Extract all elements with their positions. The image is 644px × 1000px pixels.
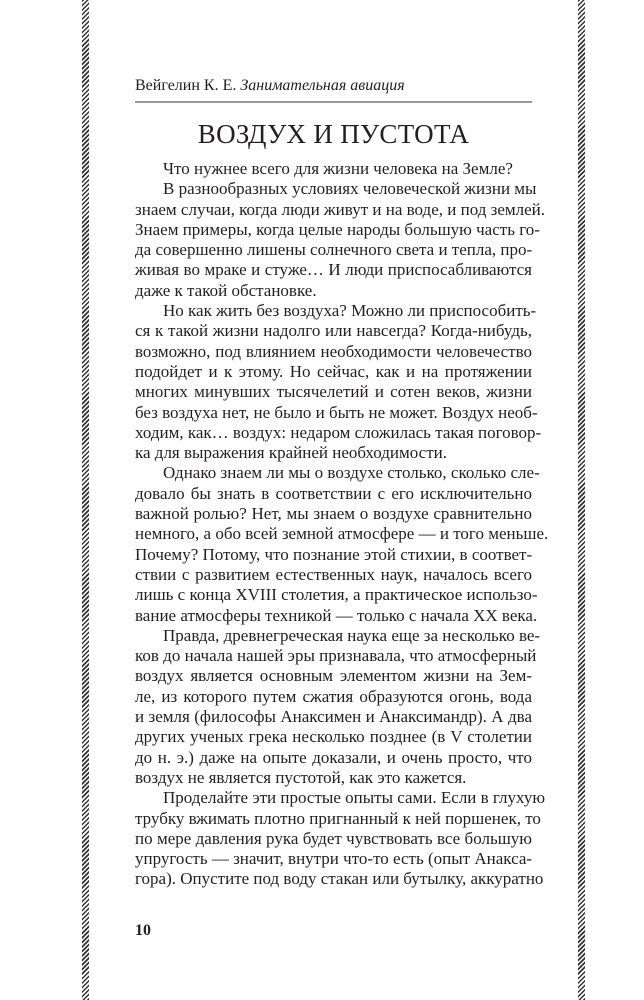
- text-line: да совершенно лишены солнечного света и тепла, про-: [135, 240, 533, 260]
- text-line: лишь с конца XVIII столетия, а практическое использо-: [135, 585, 538, 605]
- text-line: живая во мраке и стуже… И люди приспосабливаются: [135, 260, 532, 280]
- text-line: ков до начала нашей эры признавала, что атмосферный: [135, 646, 537, 666]
- text-line: Правда, древнегреческая наука еще за несколько ве-: [163, 625, 541, 645]
- text-line: В разнообразных условиях человеческой жизни мы: [163, 179, 537, 199]
- header-book-title: Занимательная авиация: [240, 77, 405, 94]
- text-line: Знаем примеры, когда целые народы большую часть го-: [135, 219, 540, 239]
- chapter-title: ВОЗДУХ И ПУСТОТА: [197, 119, 470, 149]
- paragraph: [135, 179, 545, 301]
- text-line: возможно, под влиянием необходимости человечество: [135, 341, 532, 361]
- decorative-hatched-border-right: [578, 0, 585, 1000]
- text-line: до н. э.) даже на опыте доказали, и очень просто, что: [135, 747, 532, 767]
- text-line: воздух не является пустотой, как это кажется.: [135, 767, 467, 787]
- header-rule: [135, 101, 532, 103]
- text-line: даже к такой обстановке.: [135, 280, 317, 300]
- text-line: довало бы знать в соответствии с его исключительно: [135, 483, 532, 503]
- text-line: ствии с развитием естественных наук, началось всего: [135, 564, 532, 584]
- text-line: важной ролью? Нет, мы знаем о воздухе сравнительно: [135, 504, 532, 524]
- paragraph: [135, 625, 541, 788]
- text-line: трубку вжимать плотно пригнанный к ней поршенек, то: [135, 808, 541, 828]
- text-line: гора). Опустите под воду стакан или бутылку, аккуратно: [135, 869, 544, 889]
- text-line: знаем случаи, когда люди живут и на воде, и под землей.: [135, 199, 545, 219]
- paragraph: [135, 463, 549, 625]
- text-line: ходим, как… воздух: недаром сложилась такая поговор-: [135, 422, 542, 442]
- text-line: упругость — значит, внутри что-то есть (опыт Анакса-: [135, 849, 533, 869]
- text-line: ка для выражения крайней необходимости.: [135, 443, 447, 463]
- body-text: [135, 159, 549, 890]
- paragraph: [135, 788, 546, 889]
- text-line: воздух является основным элементом жизни на Зем-: [135, 666, 532, 686]
- text-line: и земля (философы Анаксимен и Анаксимандр). А два: [135, 707, 532, 727]
- paragraph: [135, 159, 532, 179]
- text-line: вание атмосферы техникой — только с начала XX века.: [135, 605, 538, 625]
- text-line: Почему? Потому, что познание этой стихии, в соответ-: [135, 544, 533, 564]
- text-line: по мере давления рука будет чувствовать все большую: [135, 828, 532, 848]
- header-author: Вейгелин К. Е.: [135, 77, 237, 94]
- decorative-hatched-border-left: [82, 0, 89, 1000]
- text-line: ле, из которого путем сжатия образуются огонь, вода: [135, 686, 532, 706]
- text-line: многих минувших тысячелетий и сотен веков, жизни: [135, 382, 532, 402]
- text-line: без воздуха нет, не было и быть не может. Воздух необ-: [135, 402, 538, 422]
- text-line: немного, а обо всей земной атмосфере — и того меньше.: [135, 524, 549, 544]
- running-header: [135, 77, 405, 95]
- text-line: Но как жить без воздуха? Можно ли приспособить-: [163, 301, 537, 321]
- text-line: Проделайте эти простые опыты сами. Если в глухую: [163, 788, 546, 808]
- page-number: 10: [135, 922, 151, 939]
- text-line: ся к такой жизни надолго или навсегда? Когда-нибудь,: [135, 321, 532, 341]
- text-line: Однако знаем ли мы о воздухе столько, сколько сле-: [163, 463, 540, 483]
- text-line: Что нужнее всего для жизни человека на Земле?: [163, 159, 513, 178]
- text-line: других ученых грека несколько позднее (в V столетии: [135, 727, 532, 747]
- paragraph: [135, 301, 542, 463]
- text-line: подойдет и к этому. Но сейчас, как и на протяжении: [135, 361, 532, 381]
